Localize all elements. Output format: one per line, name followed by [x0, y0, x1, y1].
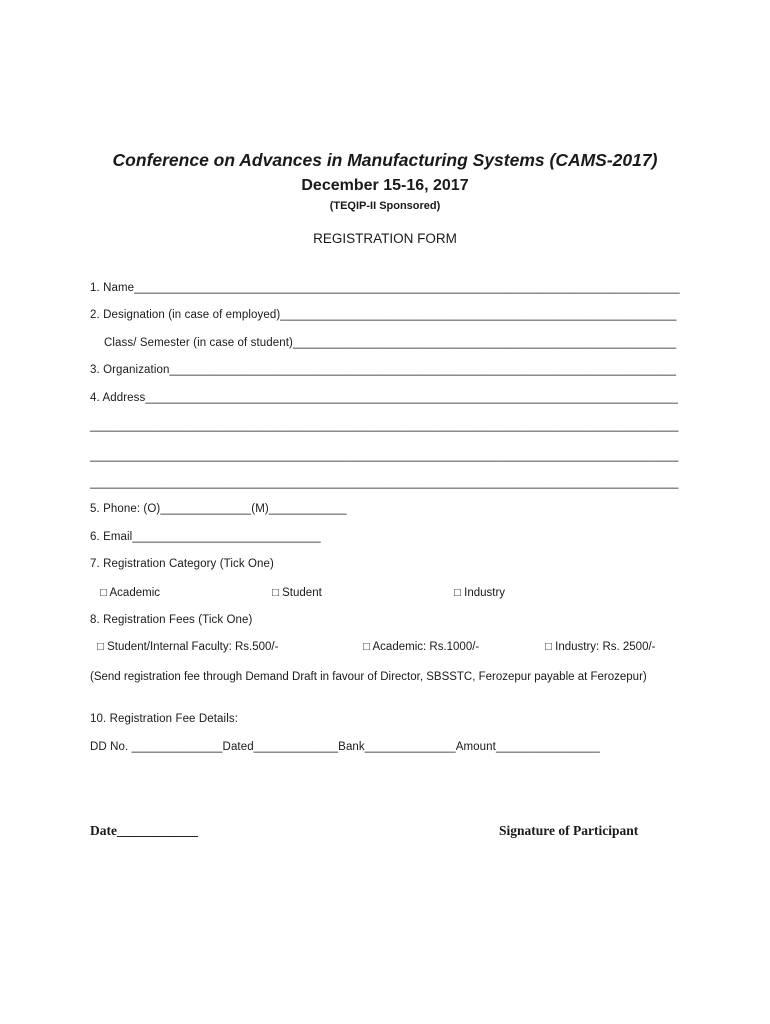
conference-title: Conference on Advances in Manufacturing Systems (CAMS-2017) — [112, 150, 658, 170]
fee-student-checkbox[interactable]: □ Student/Internal Faculty: Rs.500/- — [97, 641, 279, 653]
category-academic-checkbox[interactable]: □ Academic — [100, 587, 160, 599]
fee-details-label: 10. Registration Fee Details: — [90, 713, 238, 725]
class-semester-field[interactable]: Class/ Semester (in case of student)___________________________________________________________ — [104, 337, 677, 349]
fee-academic-checkbox[interactable]: □ Academic: Rs.1000/- — [363, 641, 480, 653]
fee-details-line[interactable]: DD No. ______________Dated_____________Bank______________Amount________________ — [90, 741, 600, 753]
registration-category-label: 7. Registration Category (Tick One) — [90, 558, 274, 570]
name-field[interactable]: 1. Name____________________________________________________________________________________ — [90, 282, 680, 294]
email-field[interactable]: 6. Email_____________________________ — [90, 531, 321, 543]
form-title: REGISTRATION FORM — [313, 231, 457, 246]
category-industry-checkbox[interactable]: □ Industry — [454, 587, 506, 599]
address-line-3[interactable]: ____________________________________________________________________________________________ — [90, 477, 679, 489]
signature-label: Signature of Participant — [499, 823, 639, 838]
registration-fees-label: 8. Registration Fees (Tick One) — [90, 614, 253, 626]
fee-industry-checkbox[interactable]: □ Industry: Rs. 2500/- — [545, 641, 656, 653]
conference-dates: December 15-16, 2017 — [301, 177, 469, 194]
organization-field[interactable]: 3. Organization______________________________________________________________________________ — [90, 364, 677, 376]
address-field[interactable]: 4. Address__________________________________________________________________________________ — [90, 392, 678, 404]
date-field[interactable]: Date____________ — [90, 823, 198, 838]
sponsor-note: (TEQIP-II Sponsored) — [329, 200, 441, 212]
demand-draft-note: (Send registration fee through Demand Draft in favour of Director, SBSSTC, Ferozepur payable at Ferozepur) — [90, 671, 647, 683]
designation-field[interactable]: 2. Designation (in case of employed)_____________________________________________________________ — [90, 309, 677, 321]
address-line-2[interactable]: ____________________________________________________________________________________________ — [90, 450, 679, 462]
category-student-checkbox[interactable]: □ Student — [272, 587, 322, 599]
address-line-1[interactable]: ____________________________________________________________________________________________ — [90, 420, 679, 432]
phone-field[interactable]: 5. Phone: (O)______________(M)____________ — [90, 503, 347, 515]
